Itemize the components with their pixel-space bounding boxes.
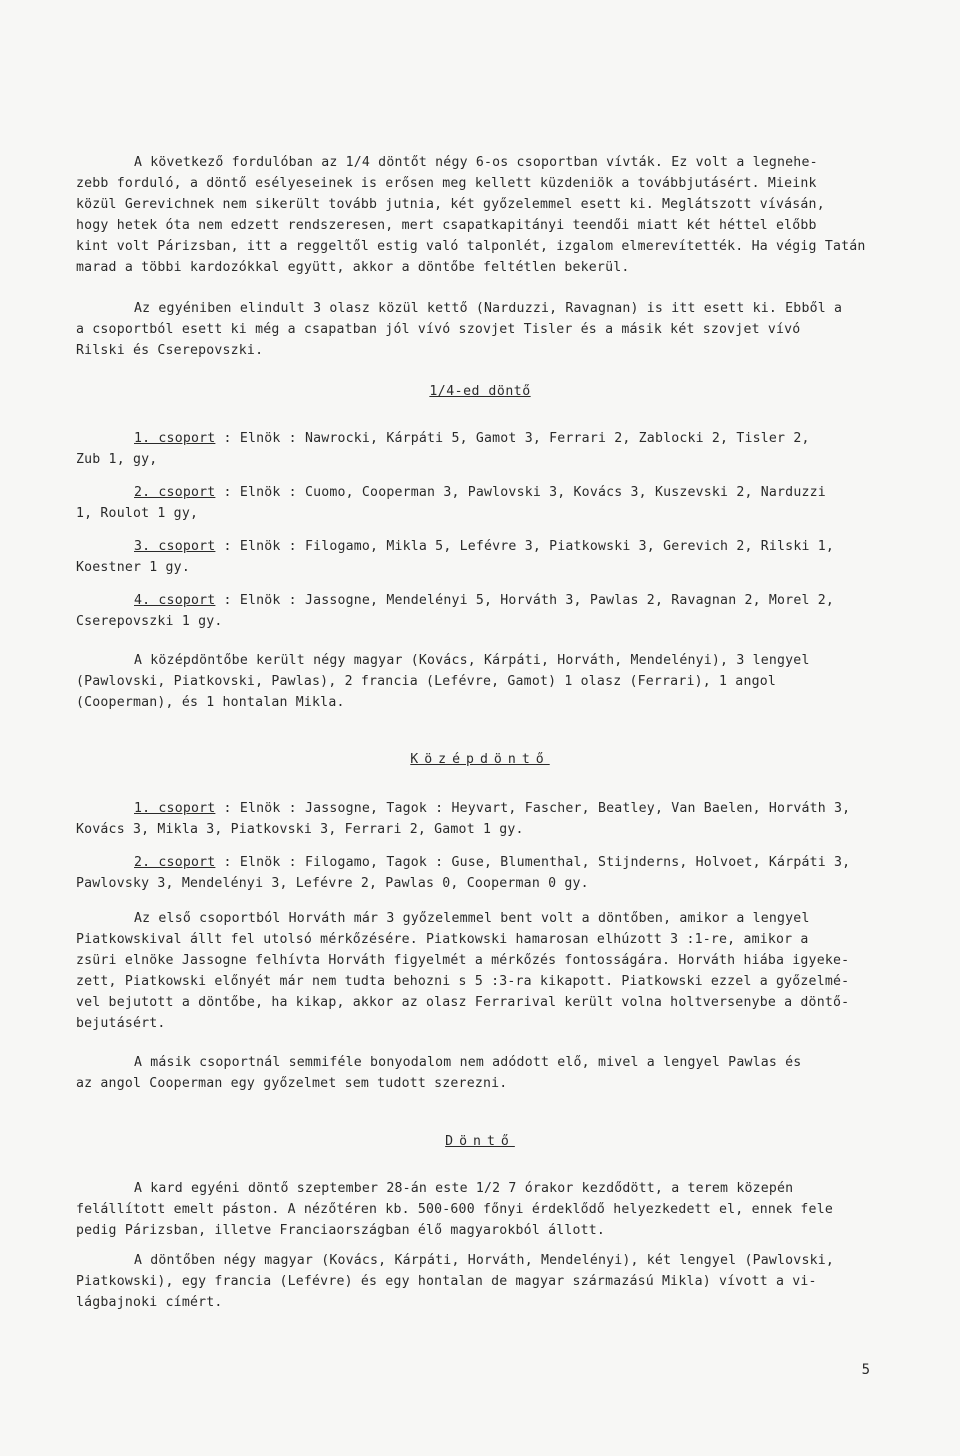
text-line: Rilski és Cserepovszki. [76, 343, 264, 358]
text-line: a csoportból esett ki még a csapatban jól vívó szovjet Tisler és a másik két szovjet vívó [76, 322, 801, 337]
group-label: 4. csoport [134, 593, 216, 608]
group-members: : Elnök : Filogamo, Tagok : Guse, Blumenthal, Stijnderns, Holvoet, Kárpáti 3, [215, 855, 851, 870]
group-label: 2. csoport [134, 485, 216, 500]
text-line [76, 852, 876, 873]
text-line: zsüri elnöke Jassogne felhívta Horváth figyelmét a mérkőzés fontosságára. Horváth hiába igyeke- [76, 953, 850, 968]
italians-paragraph [76, 298, 876, 361]
group-members: : Elnök : Cuomo, Cooperman 3, Pawlovski 3, Kovács 3, Kuszevski 2, Narduzzi [215, 485, 826, 500]
text-line: Az első csoportból Horváth már 3 győzelemmel bent volt a döntőben, amikor a lengyel [134, 911, 810, 926]
text-line: bejutásért. [76, 1016, 166, 1031]
final-title-text: Döntő [445, 1134, 515, 1149]
text-line: A kard egyéni döntő szeptember 28-án este 1/2 7 órakor kezdődött, a terem közepén [134, 1181, 794, 1196]
text-line: Kovács 3, Mikla 3, Piatkovski 3, Ferrari 2, Gamot 1 gy. [76, 822, 524, 837]
quarterfinal-group-2 [76, 482, 876, 524]
group-members: : Elnök : Filogamo, Mikla 5, Lefévre 3, Piatkowski 3, Gerevich 2, Rilski 1, [215, 539, 835, 554]
semifinal-paragraph-1 [76, 908, 876, 1034]
text-line: Zub 1, gy, [76, 452, 158, 467]
text-line: lágbajnoki címért. [76, 1295, 223, 1310]
text-line [76, 536, 876, 557]
text-line: zett, Piatkowski előnyét már nem tudta behozni s 5 :3-ra kikapott. Piatkowski ezzel a győzelmé- [76, 974, 850, 989]
page-number: 5 [861, 1362, 870, 1378]
text-line: hogy hetek óta nem edzett rendszeresen, mert csapatkapitányi teendői miatt két héttel előbb [76, 218, 817, 233]
text-line: vel bejutott a döntőbe, ha kikap, akkor az olasz Ferrarival került volna holtversenybe a döntő- [76, 995, 850, 1010]
text-line [76, 428, 876, 449]
group-members: : Elnök : Jassogne, Tagok : Heyvart, Fascher, Beatley, Van Baelen, Horváth 3, [215, 801, 851, 816]
semifinal-paragraph-2 [76, 1052, 876, 1094]
text-line: (Cooperman), és 1 hontalan Mikla. [76, 695, 345, 710]
text-line: A döntőben négy magyar (Kovács, Kárpáti, Horváth, Mendelényi), két lengyel (Pawlovski, [134, 1253, 835, 1268]
text-line: közül Gerevichnek nem sikerült tovább jutnia, két győzelemmel esett ki. Meglátszott vívásán, [76, 197, 825, 212]
text-line [76, 590, 876, 611]
text-line: Koestner 1 gy. [76, 560, 190, 575]
semifinal-title [0, 752, 960, 767]
text-line: Az egyéniben elindult 3 olasz közül kettő (Narduzzi, Ravagnan) is itt esett ki. Ebből a [134, 301, 843, 316]
quarterfinal-summary [76, 650, 876, 713]
group-label: 3. csoport [134, 539, 216, 554]
quarterfinal-group-4 [76, 590, 876, 632]
text-line [76, 798, 876, 819]
text-line: A következő fordulóban az 1/4 döntőt négy 6-os csoportban vívták. Ez volt a legnehe- [134, 155, 818, 170]
text-line: A középdöntőbe került négy magyar (Kovács, Kárpáti, Horváth, Mendelényi), 3 lengyel [134, 653, 810, 668]
text-line: Pawlovsky 3, Mendelényi 3, Lefévre 2, Pawlas 0, Cooperman 0 gy. [76, 876, 589, 891]
semifinal-group-2 [76, 852, 876, 894]
group-label: 1. csoport [134, 801, 216, 816]
semifinal-title-text: Középdöntő [410, 752, 550, 767]
text-line: Piatkowskival állt fel utolsó mérkőzésére. Piatkowski hamarosan elhúzott 3 :1-re, amikor a [76, 932, 809, 947]
text-line: Piatkowski), egy francia (Lefévre) és egy hontalan de magyar származású Mikla) vívott a vi- [76, 1274, 817, 1289]
quarterfinal-group-1 [76, 428, 876, 470]
text-line: az angol Cooperman egy győzelmet sem tudott szerezni. [76, 1076, 508, 1091]
group-members: : Elnök : Nawrocki, Kárpáti 5, Gamot 3, Ferrari 2, Zablocki 2, Tisler 2, [215, 431, 810, 446]
text-line: felállított emelt páston. A nézőtéren kb. 500-600 főnyi érdeklődő helyezkedett el, ennek fele [76, 1202, 833, 1217]
group-members: : Elnök : Jassogne, Mendelényi 5, Horváth 3, Pawlas 2, Ravagnan 2, Morel 2, [215, 593, 835, 608]
text-line: 1, Roulot 1 gy, [76, 506, 199, 521]
quarterfinal-group-3 [76, 536, 876, 578]
quarterfinal-title [0, 384, 960, 399]
text-line: pedig Párizsban, illetve Franciaországban élő magyarokból állott. [76, 1223, 606, 1238]
text-line: marad a többi kardozókkal együtt, akkor a döntőbe feltétlen bekerül. [76, 260, 630, 275]
text-line: zebb forduló, a döntő esélyeseinek is erősen meg kellett küzdeniök a továbbjutásért. Mieink [76, 176, 817, 191]
group-label: 1. csoport [134, 431, 216, 446]
final-paragraph-2 [76, 1250, 876, 1313]
text-line: kint volt Párizsban, itt a reggeltől estig való talponlét, izgalom elmerevítették. Ha végig Tatán [76, 239, 866, 254]
text-line: (Pawlovski, Piatkovski, Pawlas), 2 francia (Lefévre, Gamot) 1 olasz (Ferrari), 1 angol [76, 674, 777, 689]
text-line: Cserepovszki 1 gy. [76, 614, 223, 629]
semifinal-group-1 [76, 798, 876, 840]
quarterfinal-title-text: 1/4-ed döntő [429, 384, 531, 399]
text-line [76, 482, 876, 503]
final-paragraph-1 [76, 1178, 876, 1241]
intro-paragraph [76, 152, 876, 278]
text-line: A másik csoportnál semmiféle bonyodalom nem adódott elő, mivel a lengyel Pawlas és [134, 1055, 802, 1070]
final-title [0, 1134, 960, 1149]
group-label: 2. csoport [134, 855, 216, 870]
